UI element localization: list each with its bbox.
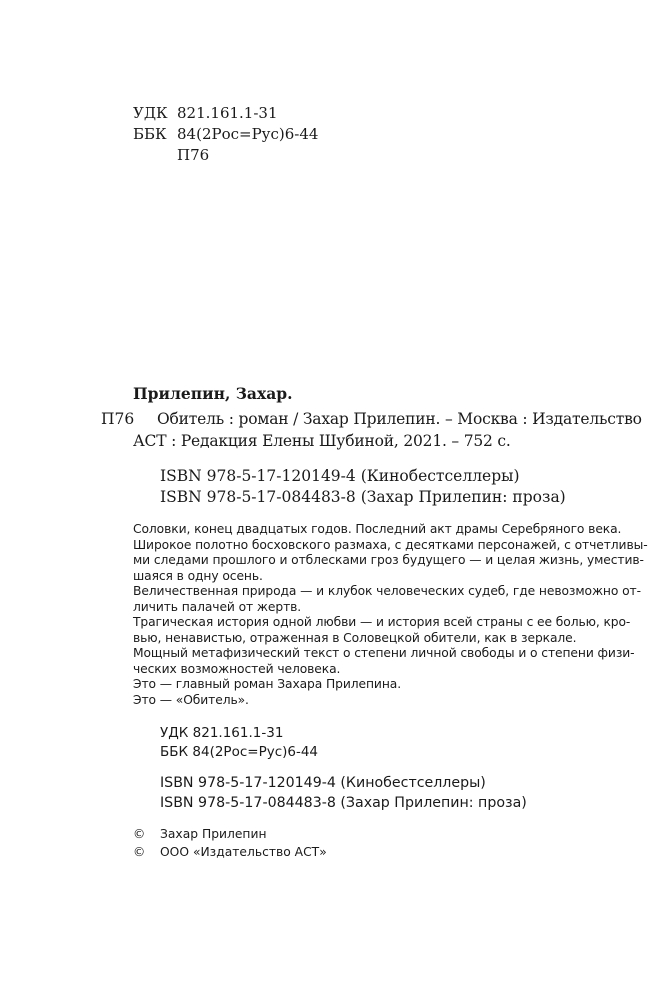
title-description-line-2: АСТ : Редакция Елены Шубиной, 2021. – 752 с.: [133, 432, 511, 450]
annotation-line: шаяся в одну осень.: [133, 568, 263, 583]
isbn-line: ISBN 978-5-17-084483-8 (Захар Прилепин: проза): [160, 488, 566, 506]
copyright-holder: ООО «Издательство АСТ»: [160, 845, 327, 859]
annotation: [133, 522, 648, 712]
annotation-line: вью, ненавистью, отраженная в Соловецкой обители, как в зеркале.: [133, 630, 577, 645]
classification-top: [133, 103, 393, 173]
annotation-line: Величественная природа — и клубок человеческих судеб, где невозможно от-: [133, 584, 641, 598]
annotation-line: Широкое полотно босховского размаха, с десятками персонажей, с отчетливы-: [133, 537, 648, 552]
title-description-line-1: Обитель : роман / Захар Прилепин. – Москва : Издательство: [157, 410, 642, 428]
copyright-sign: ©: [133, 827, 146, 841]
udk-label: УДК: [133, 104, 168, 122]
annotation-line: Трагическая история одной любви — и история всей страны с ее болью, кро-: [133, 615, 631, 629]
bbk-code: 84(2Рос=Рус)6-44: [177, 125, 319, 143]
annotation-line: Это — главный роман Захара Прилепина.: [133, 677, 401, 691]
bbk-line: ББК 84(2Рос=Рус)6-44: [160, 744, 319, 760]
copyright-line: [133, 827, 393, 845]
isbn-line: ISBN 978-5-17-120149-4 (Кинобестселлеры): [160, 467, 520, 485]
copyright-holder: Захар Прилепин: [160, 827, 267, 841]
author-heading: Прилепин, Захар.: [133, 384, 293, 403]
udk-line: УДК 821.161.1-31: [160, 725, 284, 741]
author-mark: П76: [177, 146, 210, 164]
copyright-sign: ©: [133, 845, 146, 859]
annotation-line: Это — «Обитель».: [133, 692, 249, 707]
isbn-line: ISBN 978-5-17-084483-8 (Захар Прилепин: проза): [160, 795, 527, 811]
bbk-label: ББК: [133, 125, 167, 143]
annotation-line: ческих возможностей человека.: [133, 661, 341, 676]
udk-code: 821.161.1-31: [177, 104, 278, 122]
annotation-line: ми следами прошлого и отблесками гроз будущего — и целая жизнь, уместив-: [133, 553, 644, 567]
author-mark-entry: П76: [101, 410, 135, 428]
isbn-line: ISBN 978-5-17-120149-4 (Кинобестселлеры): [160, 775, 486, 791]
annotation-line: личить палачей от жертв.: [133, 599, 302, 614]
annotation-line: Мощный метафизический текст о степени личной свободы и о степени физи-: [133, 646, 635, 660]
annotation-line: Соловки, конец двадцатых годов. Последний акт драмы Серебряного века.: [133, 522, 622, 536]
copyright-line: [133, 845, 393, 863]
